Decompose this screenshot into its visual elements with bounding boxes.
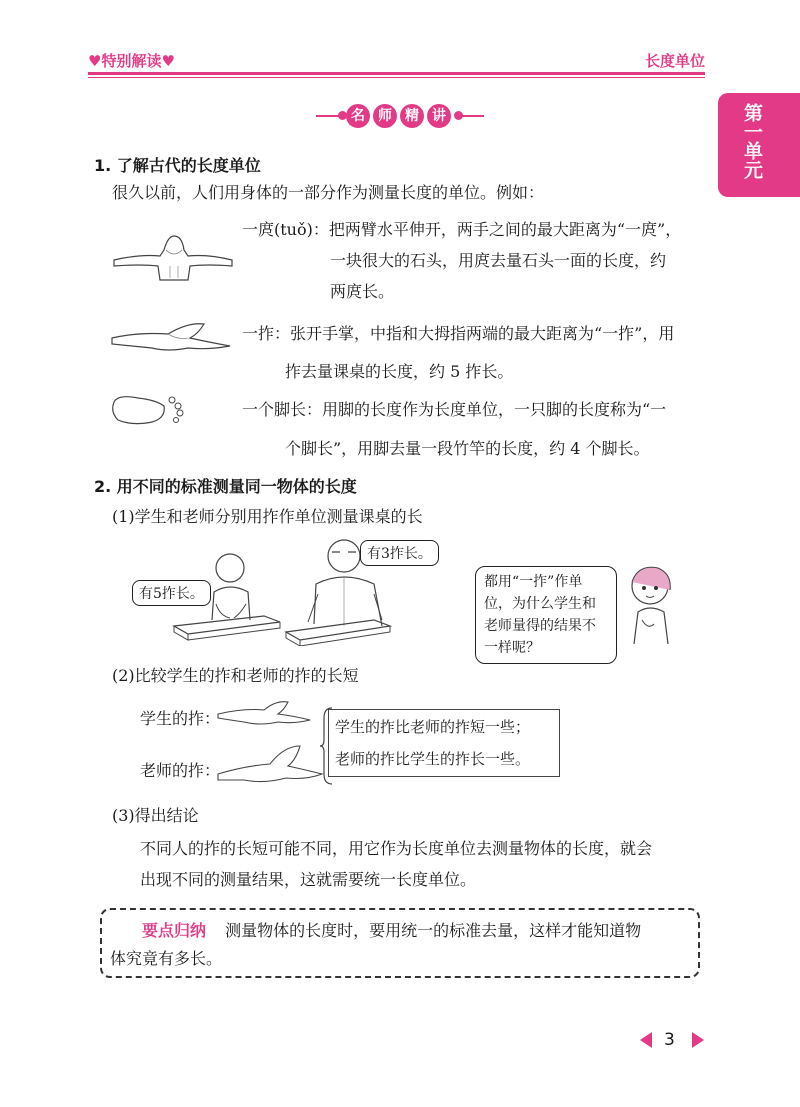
section1-title: 1. 了解古代的长度单位 bbox=[94, 156, 261, 175]
unit-side-tab bbox=[718, 93, 800, 197]
comparison-box bbox=[328, 709, 560, 777]
foot-line1: 一个脚长：用脚的长度作为长度单位，一只脚的长度称为“一 bbox=[242, 400, 667, 419]
badge-char: 精 bbox=[400, 104, 424, 128]
student-span-label: 学生的拃： bbox=[140, 709, 221, 728]
summary-text2: 体究竟有多长。 bbox=[110, 949, 223, 968]
hand-span-illustration bbox=[108, 316, 234, 356]
header-right-label: 长度单位 bbox=[644, 52, 705, 70]
badge-char: 讲 bbox=[427, 104, 451, 128]
page-navigator bbox=[640, 1030, 706, 1050]
girl-question-bubble bbox=[475, 566, 617, 664]
girl-illustration bbox=[618, 560, 684, 646]
step3-label: (3)得出结论 bbox=[112, 806, 199, 825]
girl-question-line: 一样呢？ bbox=[484, 640, 540, 656]
badge-line-right bbox=[458, 115, 484, 117]
conclusion-line1: 不同人的拃的长短可能不同，用它作为长度单位去测量物体的长度，就会 bbox=[140, 839, 653, 858]
unit-side-tab-label: 第一单元 bbox=[741, 103, 763, 179]
girl-question-line: 老师量得的结果不 bbox=[484, 618, 596, 634]
section-badge bbox=[316, 104, 484, 128]
header-divider-thin bbox=[88, 77, 705, 78]
span-line2: 一块很大的石头，用庹去量石头一面的长度，约 bbox=[330, 251, 667, 270]
next-page-arrow-icon[interactable] bbox=[692, 1032, 704, 1048]
section2-title: 2. 用不同的标准测量同一物体的长度 bbox=[94, 477, 357, 496]
prev-page-arrow-icon[interactable] bbox=[640, 1032, 652, 1048]
teacher-span-label: 老师的拃： bbox=[140, 761, 221, 780]
foot-line2: 个脚长”，用脚去量一段竹竿的长度，约 4 个脚长。 bbox=[285, 439, 650, 458]
header-left-label: ♥特别解读♥ bbox=[88, 52, 175, 70]
span-line3: 两庹长。 bbox=[330, 282, 395, 301]
page-number: 3 bbox=[664, 1030, 675, 1050]
girl-question-line: 都用“一拃”作单 bbox=[484, 574, 583, 590]
summary-title: 要点归纳 bbox=[142, 921, 207, 940]
hand-span-line1: 一拃：张开手掌，中指和大拇指两端的最大距离为“一拃”，用 bbox=[242, 324, 675, 343]
span-line1: 一庹(tuǒ)：把两臂水平伸开，两手之间的最大距离为“一庹”， bbox=[242, 220, 682, 239]
step2-label: (2)比较学生的拃和老师的拃的长短 bbox=[112, 666, 359, 685]
step1-label: (1)学生和老师分别用拃作单位测量课桌的长 bbox=[112, 507, 423, 526]
summary-line1 bbox=[142, 918, 641, 942]
foot-illustration bbox=[108, 392, 188, 428]
comparison-line2: 老师的拃比学生的拃长一些。 bbox=[335, 750, 531, 768]
teacher-speech-bubble: 有3拃长。 bbox=[360, 540, 439, 566]
girl-question-line: 位，为什么学生和 bbox=[484, 596, 596, 612]
student-hand-illustration bbox=[214, 698, 314, 728]
section1-intro: 很久以前，人们用身体的一部分作为测量长度的单位。例如： bbox=[112, 183, 545, 202]
badge-char: 名 bbox=[346, 104, 370, 128]
teacher-hand-illustration bbox=[214, 740, 326, 786]
comparison-line1: 学生的拃比老师的拃短一些； bbox=[335, 718, 531, 736]
student-speech-bubble: 有5拃长。 bbox=[132, 580, 211, 606]
badge-char: 师 bbox=[373, 104, 397, 128]
arm-span-illustration bbox=[110, 228, 236, 286]
header-divider bbox=[88, 72, 705, 75]
summary-text1: 测量物体的长度时，要用统一的标准去量，这样才能知道物 bbox=[225, 921, 642, 940]
summary-box bbox=[100, 908, 700, 978]
conclusion-line2: 出现不同的测量结果，这就需要统一长度单位。 bbox=[140, 870, 477, 889]
hand-span-line2: 拃去量课桌的长度，约 5 拃长。 bbox=[285, 362, 514, 381]
